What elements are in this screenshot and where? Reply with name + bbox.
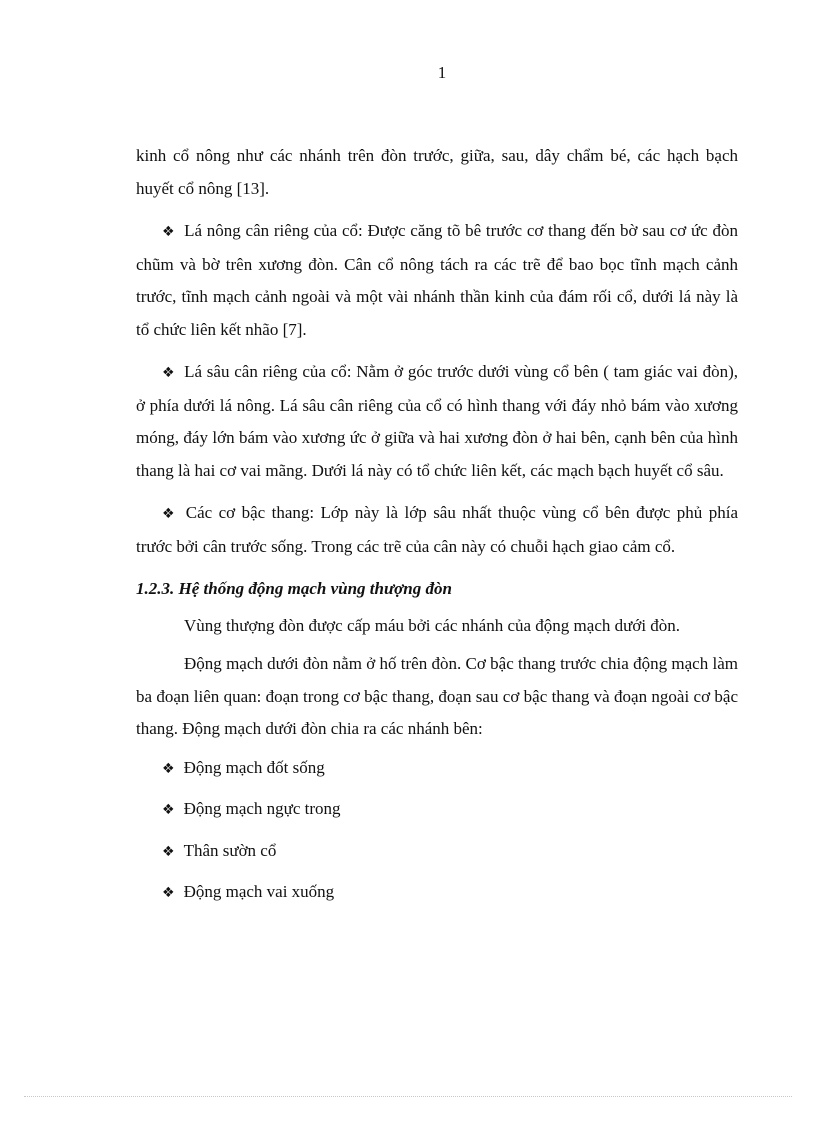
list-item: [162, 876, 738, 910]
section-detail: Động mạch dưới đòn nằm ở hố trên đòn. Cơ bậc thang trước chia động mạch làm ba đoạn liên quan: đoạn trong cơ bậc thang, đoạn sau cơ bậc thang và đoạn ngoài cơ bậc thang. Động mạch dưới đòn chia ra các nhánh bên:: [136, 654, 738, 738]
bullet-paragraph-deep-layer: [136, 356, 738, 487]
page-bottom-divider: [24, 1096, 792, 1097]
bullet-paragraph-text: Lá nông cân riêng của cổ: Được căng tõ bê trước cơ thang đến bờ sau cơ ức đòn chũm và bờ trên xương đòn. Cân cổ nông tách ra các trẽ để bao bọc tĩnh mạch cảnh trước, tĩnh mạch cảnh ngoài và một vài nhánh thần kinh của đám rối cổ, dưới lá này là tổ chức liên kết nhão [7].: [136, 221, 738, 339]
list-item: [162, 752, 738, 786]
bullet-paragraph-text: Các cơ bậc thang: Lớp này là lớp sâu nhất thuộc vùng cổ bên được phủ phía trước bởi cân trước sống. Trong các trẽ của cân này có chuỗi hạch giao cảm cổ.: [136, 503, 738, 556]
list-item-label: Động mạch vai xuống: [183, 882, 335, 901]
diamond-bullet-icon: ❖: [162, 506, 177, 522]
list-item-label: Động mạch ngực trong: [183, 799, 341, 818]
bullet-paragraph-text: Lá sâu cân riêng của cổ: Nằm ở góc trước dưới vùng cổ bên ( tam giác vai đòn), ở phía dưới lá nông. Lá sâu cân riêng của cổ có hình thang với đáy nhỏ bám vào xương móng, đáy lớn bám vào xương ức ở giữa và hai xương đòn ở hai bên, cạnh bên của hình thang là hai cơ vai mãng. Dưới lá này có tổ chức liên kết, các mạch bạch huyết cổ sâu.: [136, 362, 738, 480]
list-item: [162, 835, 738, 869]
document-body: [136, 140, 738, 918]
diamond-bullet-icon: ❖: [162, 760, 175, 777]
diamond-bullet-icon: ❖: [162, 224, 176, 240]
paragraph-continuation: kinh cổ nông như các nhánh trên đòn trước, giữa, sau, dây chẩm bé, các hạch bạch huyết cổ nông [13].: [136, 146, 738, 198]
diamond-bullet-icon: ❖: [162, 885, 175, 901]
section-intro: Vùng thượng đòn được cấp máu bởi các nhánh của động mạch dưới đòn.: [184, 615, 681, 635]
bullet-paragraph-superficial-layer: [136, 215, 738, 346]
page-number: 1: [437, 63, 447, 82]
list-item-label: Thân sườn cổ: [183, 840, 277, 860]
diamond-bullet-icon: ❖: [162, 802, 175, 818]
diamond-bullet-icon: ❖: [162, 843, 175, 860]
list-item-label: Động mạch đốt sống: [183, 757, 325, 777]
section-heading: 1.2.3. Hệ thống động mạch vùng thượng đòn: [136, 579, 452, 598]
list-item: [162, 793, 738, 827]
diamond-bullet-icon: ❖: [162, 365, 176, 381]
bullet-paragraph-scalene-muscles: [136, 497, 738, 563]
